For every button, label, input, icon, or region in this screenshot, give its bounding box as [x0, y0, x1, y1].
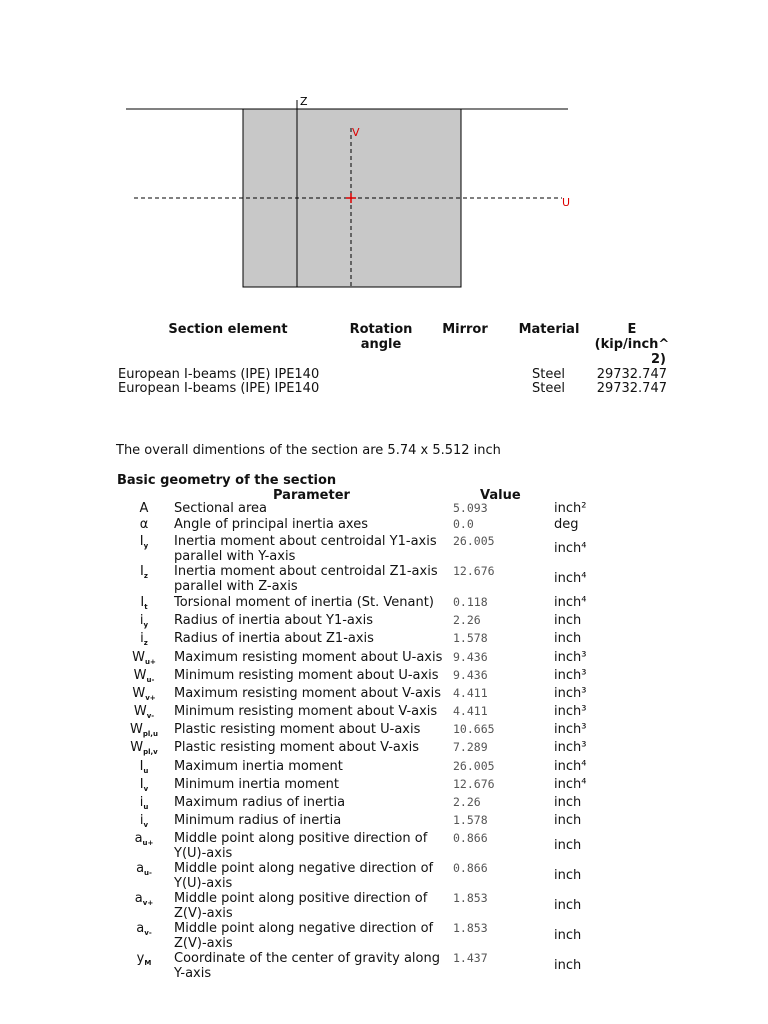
header-rotation-angle — [340, 322, 422, 352]
parameter-description: Minimum inertia moment — [174, 777, 339, 792]
parameter-unit: inch — [554, 795, 582, 810]
basic-geometry-title: Basic geometry of the section — [117, 473, 337, 488]
parameter-symbol-subscript: u — [143, 803, 149, 811]
parameter-symbol-main: I — [140, 595, 145, 610]
parameter-description: Torsional moment of inertia (St. Venant) — [174, 595, 434, 610]
parameter-description: Middle point along positive direction of Z(V)-axis — [174, 891, 428, 921]
parameter-symbol-main: W — [132, 686, 146, 701]
parameter-symbol — [118, 813, 170, 833]
parameter-symbol — [118, 564, 170, 584]
element-row-1-material: Steel — [532, 367, 565, 382]
parameter-symbol — [118, 595, 170, 615]
header-section-element: Section element — [168, 322, 288, 337]
header-rotation-line1: Rotation — [349, 322, 413, 337]
parameter-symbol-main: a — [136, 861, 145, 876]
parameter-symbol-main: a — [134, 891, 143, 906]
parameter-description: Inertia moment about centroidal Z1-axis parallel with Z-axis — [174, 564, 438, 594]
element-row-2-e: 29732.747 — [596, 381, 667, 396]
parameter-value: 1.853 — [453, 891, 488, 905]
parameter-symbol-main: W — [133, 668, 147, 683]
parameter-value: 0.866 — [453, 861, 488, 875]
parameter-symbol — [118, 686, 170, 706]
z-axis-label: Z — [300, 95, 308, 108]
parameter-description: Maximum resisting moment about V-axis — [174, 686, 441, 701]
parameter-symbol-subscript: y — [143, 621, 149, 629]
parameter-value: 1.578 — [453, 813, 488, 827]
parameter-unit: inch — [554, 838, 582, 853]
header-mirror: Mirror — [442, 322, 488, 337]
parameter-symbol-subscript: u- — [144, 869, 152, 877]
parameter-symbol-main: i — [139, 813, 144, 828]
parameter-unit: inch⁴ — [554, 595, 587, 610]
parameter-symbol-main: α — [139, 517, 149, 532]
parameter-value: 12.676 — [453, 777, 495, 791]
header-rotation-line2: angle — [360, 337, 402, 352]
parameter-unit: inch³ — [554, 686, 587, 701]
parameter-symbol-subscript: t — [144, 603, 148, 611]
parameter-description: Plastic resisting moment about V-axis — [174, 740, 419, 755]
parameter-symbol — [118, 951, 170, 971]
header-value: Value — [480, 488, 521, 503]
parameter-symbol — [118, 517, 170, 532]
parameter-symbol-main: I — [140, 564, 144, 579]
parameter-unit: inch⁴ — [554, 759, 587, 774]
parameter-symbol — [118, 668, 170, 688]
parameter-symbol-main: W — [130, 722, 143, 737]
parameter-symbol-subscript: v+ — [145, 694, 156, 702]
parameter-unit: inch — [554, 898, 582, 913]
parameter-description: Radius of inertia about Y1-axis — [174, 613, 373, 628]
parameter-unit: inch³ — [554, 668, 587, 683]
parameter-symbol-main: W — [133, 704, 147, 719]
parameter-symbol — [118, 777, 170, 797]
parameter-unit: inch⁴ — [554, 571, 587, 586]
parameter-unit: inch — [554, 813, 582, 828]
parameter-symbol — [118, 534, 170, 554]
parameter-description: Inertia moment about centroidal Y1-axis parallel with Y-axis — [174, 534, 437, 564]
parameter-unit: inch³ — [554, 704, 587, 719]
parameter-symbol-main: W — [132, 650, 145, 665]
overall-dimensions-text: The overall dimentions of the section are 5.74 x 5.512 inch — [116, 443, 501, 458]
parameter-value: 5.093 — [453, 501, 488, 515]
header-material: Material — [518, 322, 580, 337]
parameter-symbol — [118, 650, 170, 670]
parameter-symbol-subscript: u- — [146, 676, 155, 684]
parameter-unit: inch⁴ — [554, 777, 587, 792]
parameter-description: Minimum radius of inertia — [174, 813, 342, 828]
parameter-symbol — [118, 740, 170, 760]
parameter-symbol — [118, 831, 170, 851]
parameter-symbol-subscript: u — [143, 767, 149, 775]
parameter-description: Maximum resisting moment about U-axis — [174, 650, 443, 665]
parameter-symbol — [118, 704, 170, 724]
header-e-line1: E — [627, 322, 637, 337]
parameter-value: 4.411 — [453, 704, 488, 718]
parameter-symbol-main: I — [139, 759, 144, 774]
parameter-symbol — [118, 722, 170, 742]
parameter-description: Middle point along negative direction of Z(V)-axis — [174, 921, 434, 951]
header-e-line2: (kip/inch^ — [594, 337, 670, 352]
header-parameter: Parameter — [273, 488, 350, 503]
parameter-unit: inch — [554, 928, 582, 943]
parameter-description: Radius of inertia about Z1-axis — [174, 631, 374, 646]
parameter-value: 1.578 — [453, 631, 488, 645]
parameter-value: 2.26 — [453, 795, 481, 809]
parameter-value: 2.26 — [453, 613, 481, 627]
parameter-symbol-main: I — [139, 777, 144, 792]
element-row-2-section: European I-beams (IPE) IPE140 — [118, 381, 320, 396]
header-e — [590, 322, 674, 367]
parameter-value: 10.665 — [453, 722, 495, 736]
parameter-symbol — [118, 631, 170, 651]
parameter-symbol-subscript: z — [143, 572, 148, 580]
parameter-symbol-main: a — [134, 831, 143, 846]
parameter-symbol-subscript: y — [143, 542, 149, 550]
parameter-description: Minimum resisting moment about V-axis — [174, 704, 438, 719]
parameter-unit: inch³ — [554, 740, 587, 755]
parameter-description: Middle point along negative direction of Y(U)-axis — [174, 861, 434, 891]
parameter-value: 7.289 — [453, 740, 488, 754]
parameter-symbol-main: W — [130, 740, 144, 755]
parameter-symbol-subscript: pl,v — [143, 748, 158, 756]
parameter-unit: inch³ — [554, 650, 587, 665]
parameter-value: 26.005 — [453, 534, 495, 548]
parameter-unit: inch³ — [554, 722, 587, 737]
parameter-value: 1.437 — [453, 951, 488, 965]
v-axis-label: V — [352, 126, 360, 139]
parameter-value: 9.436 — [453, 668, 488, 682]
parameter-value: 0.118 — [453, 595, 488, 609]
parameter-description: Plastic resisting moment about U-axis — [174, 722, 421, 737]
parameter-symbol-subscript: z — [143, 639, 148, 647]
parameter-symbol — [118, 759, 170, 779]
parameter-unit: inch — [554, 958, 582, 973]
parameter-description: Sectional area — [174, 501, 267, 516]
parameter-symbol-subscript: v- — [146, 712, 155, 720]
parameter-value: 1.853 — [453, 921, 488, 935]
parameter-symbol-subscript: v — [143, 821, 149, 829]
parameter-symbol — [118, 613, 170, 633]
parameter-unit: inch² — [554, 501, 587, 516]
element-row-2-material: Steel — [532, 381, 565, 396]
parameter-unit: inch — [554, 613, 582, 628]
parameter-unit: inch⁴ — [554, 541, 587, 556]
parameter-symbol-main: A — [139, 501, 149, 516]
u-axis-label: U — [562, 196, 571, 209]
parameter-unit: inch — [554, 631, 582, 646]
header-e-line3: 2) — [651, 352, 666, 367]
parameter-description: Angle of principal inertia axes — [174, 517, 368, 532]
parameter-symbol-main: i — [139, 613, 144, 628]
parameter-value: 0.0 — [453, 517, 474, 531]
parameter-symbol-subscript: u+ — [145, 658, 156, 666]
parameter-description: Middle point along positive direction of Y(U)-axis — [174, 831, 428, 861]
parameter-symbol — [118, 501, 170, 516]
parameter-symbol-main: I — [139, 534, 144, 549]
parameter-unit: deg — [554, 517, 579, 532]
parameter-symbol-main: a — [136, 921, 145, 936]
parameter-symbol-subscript: v+ — [142, 899, 154, 907]
parameter-symbol-main: y — [136, 951, 145, 966]
parameter-description: Coordinate of the center of gravity along Y-axis — [174, 951, 440, 981]
parameter-symbol-subscript: pl,u — [142, 730, 158, 738]
parameter-value: 12.676 — [453, 564, 495, 578]
parameter-symbol-main: i — [139, 795, 144, 810]
parameter-symbol-subscript: u+ — [142, 839, 154, 847]
parameter-value: 4.411 — [453, 686, 488, 700]
element-row-1-section: European I-beams (IPE) IPE140 — [118, 367, 320, 382]
parameter-description: Minimum resisting moment about U-axis — [174, 668, 439, 683]
parameter-description: Maximum radius of inertia — [174, 795, 346, 810]
parameter-unit: inch — [554, 868, 582, 883]
parameter-symbol — [118, 921, 170, 941]
parameter-value: 9.436 — [453, 650, 488, 664]
parameter-value: 26.005 — [453, 759, 495, 773]
parameter-symbol-subscript: v- — [144, 929, 152, 937]
parameter-value: 0.866 — [453, 831, 488, 845]
parameter-symbol — [118, 795, 170, 815]
parameter-symbol — [118, 861, 170, 881]
element-row-1-e: 29732.747 — [596, 367, 667, 382]
parameter-symbol — [118, 891, 170, 911]
parameter-symbol-main: i — [140, 631, 144, 646]
parameter-symbol-subscript: v — [143, 785, 149, 793]
parameter-description: Maximum inertia moment — [174, 759, 343, 774]
parameter-symbol-subscript: M — [144, 959, 152, 967]
section-drawing — [0, 0, 768, 300]
